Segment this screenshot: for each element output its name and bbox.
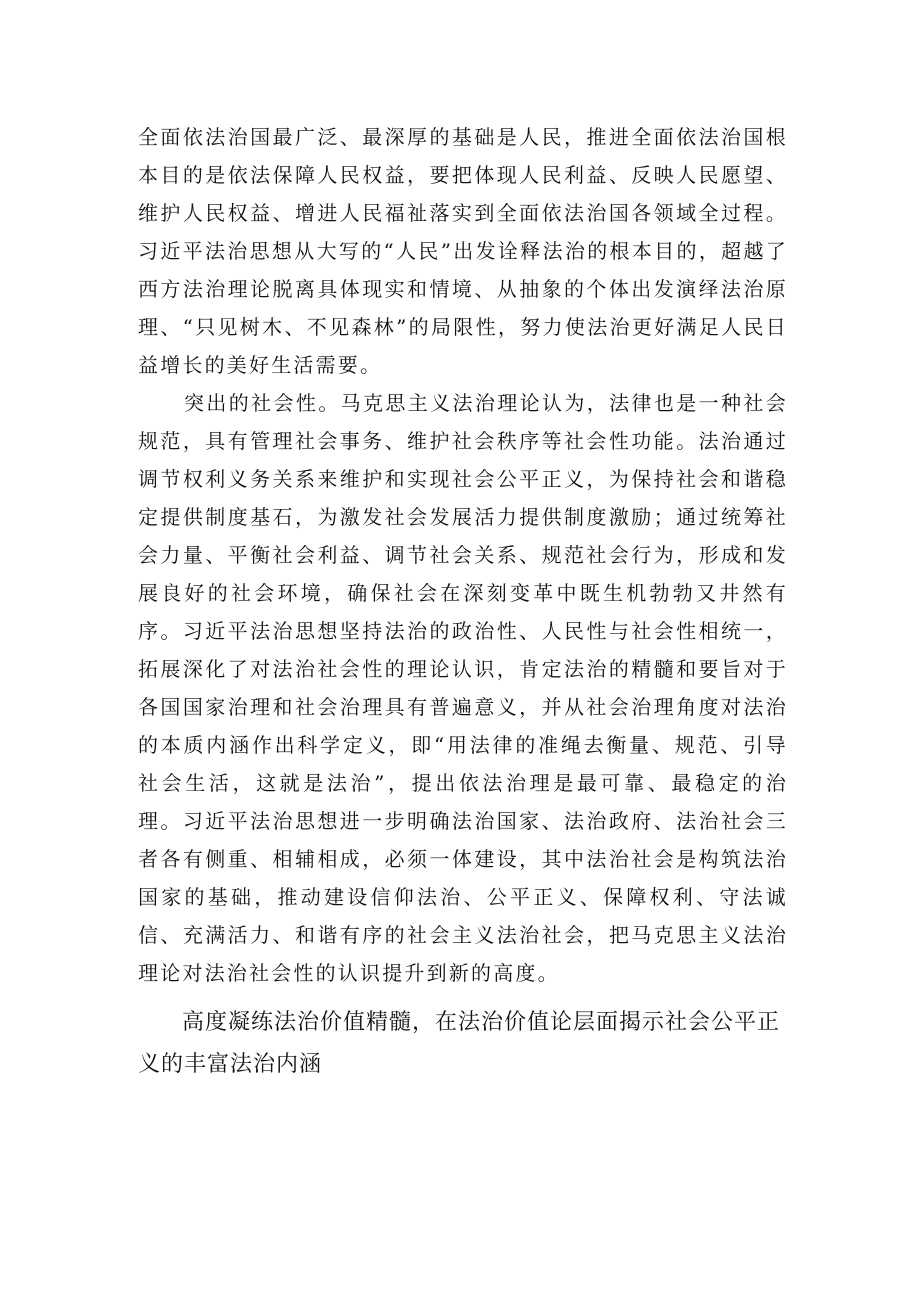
paragraph-people-foundation: 全面依法治国最广泛、最深厚的基础是人民，推进全面依法治国根本目的是依法保障人民权益，要把体现人民利益、反映人民愿望、维护人民权益、增进人民福祉落实到全面依法治国各领域全过程。习近平法治思想从大写的“人民”出发诠释法治的根本目的，超越了西方法治理论脱离具体现实和情境、从抽象的个体出发演绎法治原理、“只见树木、不见森林”的局限性，努力使法治更好满足人民日益增长的美好生活需要。 — [138, 125, 788, 377]
document-body — [138, 118, 788, 1086]
section-heading: 高度凝练法治价值精髓，在法治价值论层面揭示社会公平正义的丰富法治内涵 — [138, 1010, 781, 1077]
paragraph-social-nature: 突出的社会性。马克思主义法治理论认为，法律也是一种社会规范，具有管理社会事务、维护社会秩序等社会性功能。法治通过调节权利义务关系来维护和实现社会公平正义，为保持社会和谐稳定提供制度基石，为激发社会发展活力提供制度激励；通过统筹社会力量、平衡社会利益、调节社会关系、规范社会行为，形成和发展良好的社会环境，确保社会在深刻变革中既生机勃勃又井然有序。习近平法治思想坚持法治的政治性、人民性与社会性相统一，拓展深化了对法治社会性的理论认识，肯定法治的精髓和要旨对于各国国家治理和社会治理具有普遍意义，并从社会治理角度对法治的本质内涵作出科学定义，即“用法律的准绳去衡量、规范、引导社会生活，这就是法治”，提出依法治理是最可靠、最稳定的治理。习近平法治思想进一步明确法治国家、法治政府、法治社会三者各有侧重、相辅相成，必须一体建设，其中法治社会是构筑法治国家的基础，推动建设信仰法治、公平正义、保障权利、守法诚信、充满活力、和谐有序的社会主义法治社会，把马克思主义法治理论对法治社会性的认识提升到新的高度。 — [138, 391, 788, 985]
